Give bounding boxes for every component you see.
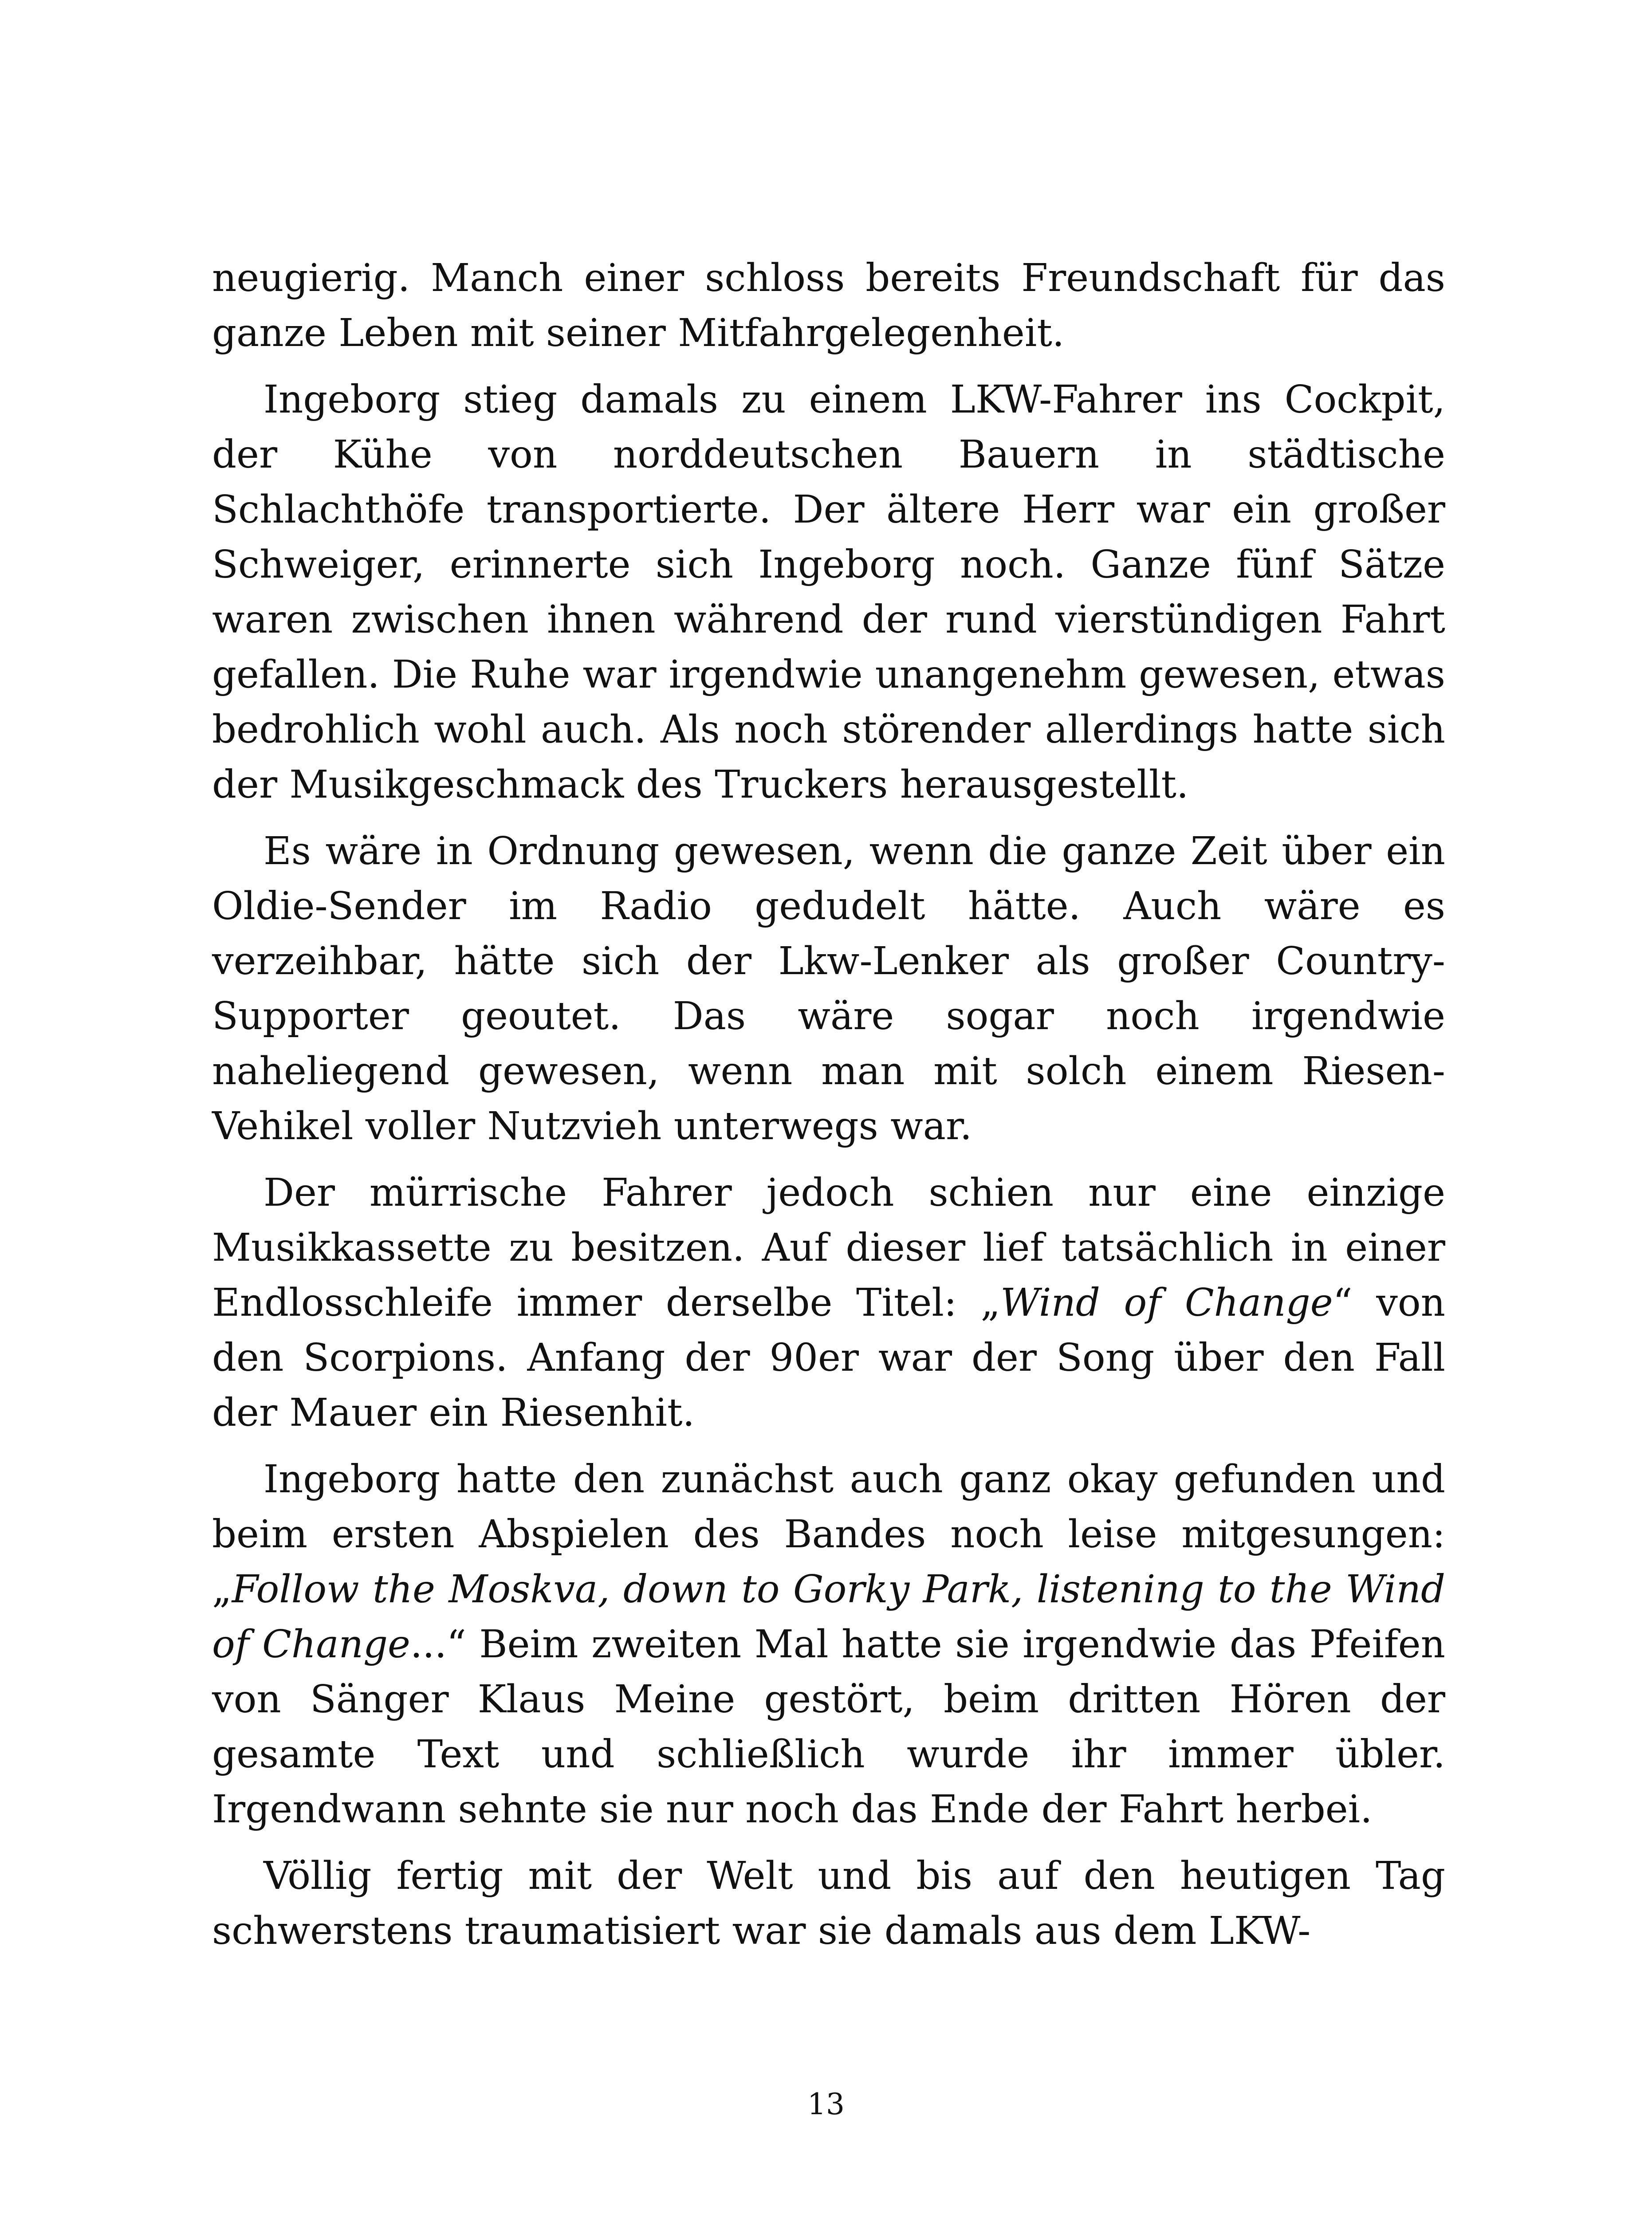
paragraph-1 [212, 251, 1445, 361]
paragraph-5 [212, 1452, 1445, 1837]
page-number: 13 [807, 2087, 845, 2121]
paragraph-5-text-b: ...“ Beim zweiten Mal hatte sie irgendwie das Pfeifen von Sänger Klaus Meine gestört, beim dritten Hören der gesamte Text und schließlich wurde ihr immer übler. Irgendwann sehnte sie nur noch das Ende der Fahrt herbei. [212, 1622, 1445, 1832]
paragraph-6 [212, 1848, 1445, 1958]
paragraph-1-text: neugierig. Manch einer schloss bereits Freundschaft für das ganze Leben mit seiner Mitfahrgelegenheit. [212, 256, 1445, 355]
paragraph-3 [212, 824, 1445, 1154]
paragraph-2 [212, 372, 1445, 812]
song-title: Wind of Change [1000, 1281, 1333, 1325]
paragraph-6-text: Völlig fertig mit der Welt und bis auf den heutigen Tag schwerstens traumatisiert war sie damals aus dem LKW- [212, 1854, 1445, 1953]
paragraph-3-text: Es wäre in Ordnung gewesen, wenn die ganze Zeit über ein Oldie-Sender im Radio gedudelt hätte. Auch wäre es verzeihbar, hätte sich der Lkw-Lenker als großer Country-Supporter geoutet. Das wäre sogar noch irgendwie naheliegend gewesen, wenn man mit solch einem Riesen-Vehikel voller Nutzvieh unterwegs war. [212, 829, 1445, 1148]
paragraph-5-text-a: Ingeborg hatte den zunächst auch ganz okay gefunden und beim ersten Abspielen des Bandes noch leise mitgesungen: „ [212, 1457, 1445, 1612]
paragraph-2-text: Ingeborg stieg damals zu einem LKW-Fahrer ins Cockpit, der Kühe von norddeutschen Bauern in städtische Schlachthöfe transportierte. Der ältere Herr war ein großer Schweiger, erinnerte sich Ingeborg noch. Ganze fünf Sätze waren zwischen ihnen während der rund vierstündigen Fahrt gefallen. Die Ruhe war irgendwie unangenehm gewesen, etwas bedrohlich wohl auch. Als noch störender allerdings hatte sich der Musikgeschmack des Truckers herausgestellt. [212, 378, 1445, 807]
paragraph-4 [212, 1165, 1445, 1440]
paragraph-4-text-a: Der mürrische Fahrer jedoch schien nur eine einzige Musikkassette zu besitzen. Auf dieser lief tatsächlich in einer Endlosschleife immer derselbe Titel: „ [212, 1171, 1445, 1325]
paragraph-4-text-b: “ von den Scorpions. Anfang der 90er war der Song über den Fall der Mauer ein Riesenhit. [212, 1281, 1445, 1435]
body-text [212, 251, 1445, 1970]
song-lyrics-quote: Follow the Moskva, down to Gorky Park, listening to the Wind of Change [212, 1567, 1445, 1667]
